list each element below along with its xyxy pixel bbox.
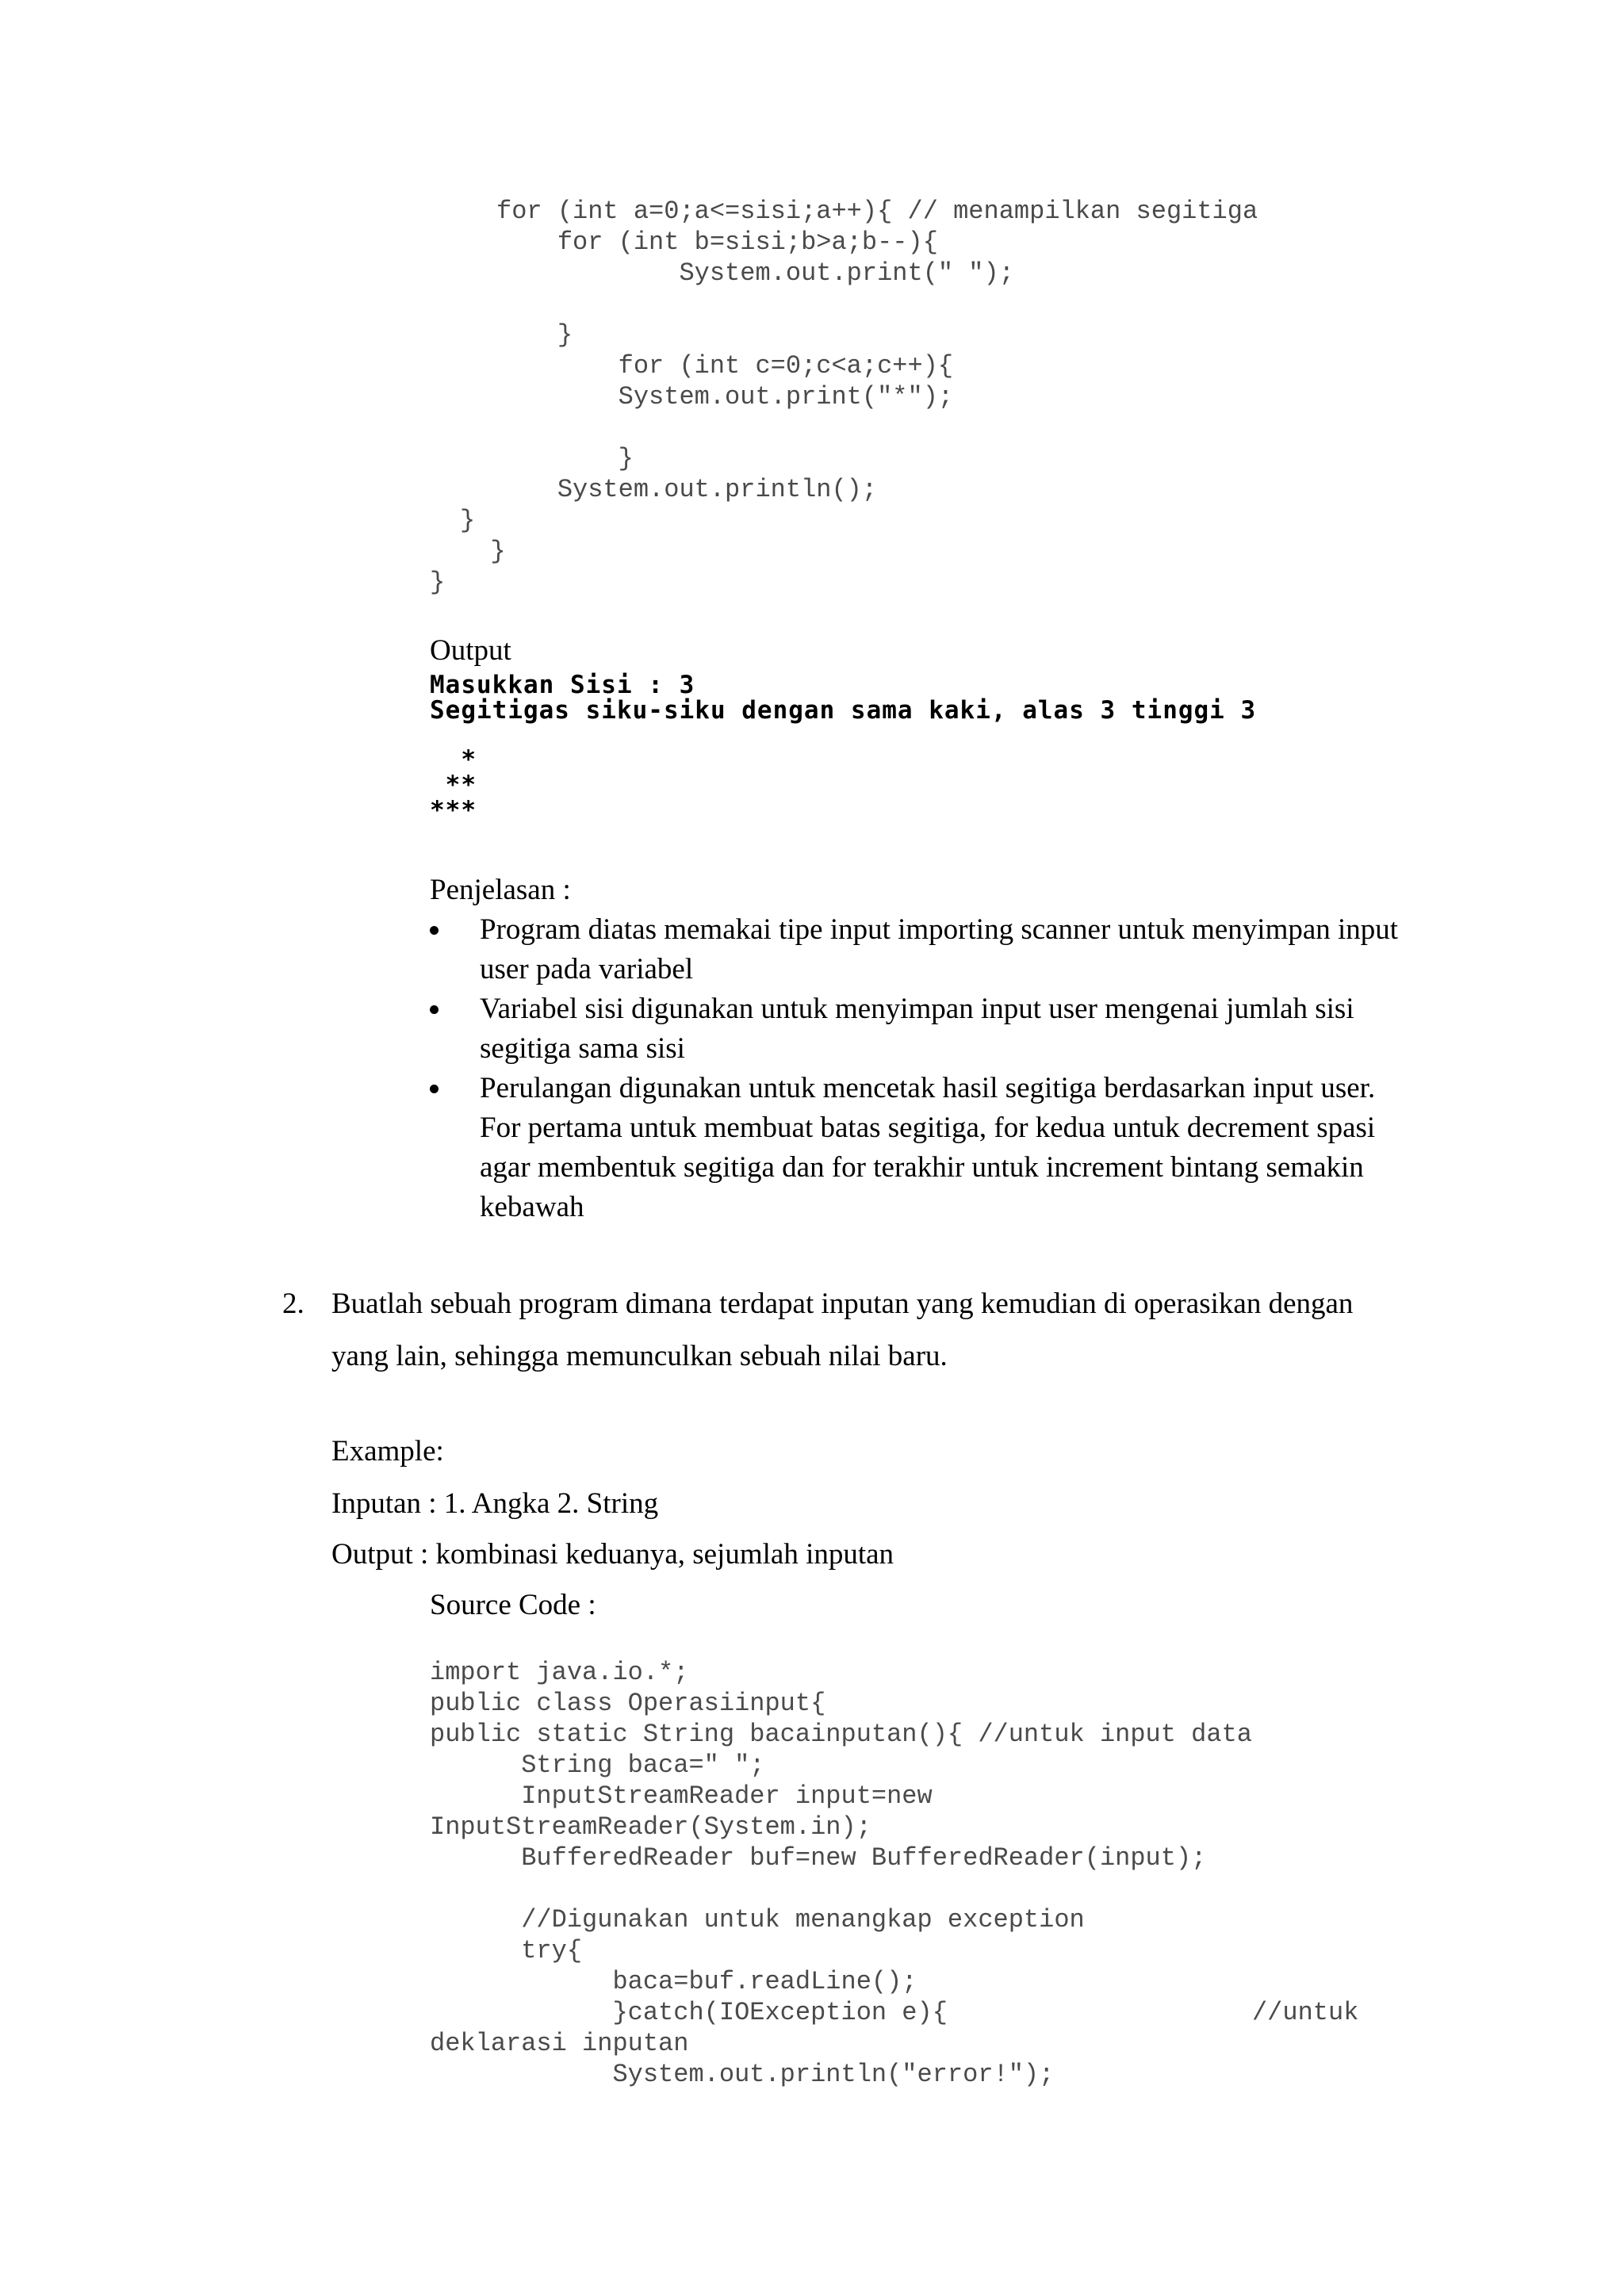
code-line: } <box>460 537 506 566</box>
code-line: System.out.println(); <box>496 475 878 504</box>
console-line: Segitigas siku-siku dengan sama kaki, alas 3 tinggi 3 <box>430 696 1257 725</box>
task-number: 2. <box>282 1288 304 1320</box>
explanation-label: Penjelasan : <box>430 874 571 906</box>
output-line: Output : kombinasi keduanya, sejumlah inputan <box>331 1538 894 1571</box>
code-line: } <box>496 444 634 473</box>
code-line: //Digunakan untuk menangkap exception <box>430 1905 1085 1934</box>
code-line: try{ <box>430 1936 583 1965</box>
console-line: *** <box>430 796 477 825</box>
code-line: public class Operasiinput{ <box>430 1689 826 1718</box>
code-line: }catch(IOException e){ //untuk <box>430 1998 1359 2027</box>
code-line: deklarasi inputan <box>430 2029 689 2058</box>
code-line: } <box>430 568 446 597</box>
code-line: BufferedReader buf=new BufferedReader(input); <box>430 1843 1207 1873</box>
code-line: InputStreamReader(System.in); <box>430 1812 871 1842</box>
code-block-top-final-brace <box>430 567 445 598</box>
console-output <box>430 672 1256 723</box>
inputan-line: Inputan : 1. Angka 2. String <box>331 1487 659 1520</box>
console-triangle <box>430 747 477 823</box>
code-line: } <box>460 506 476 535</box>
code-line: System.out.print("*"); <box>496 382 954 411</box>
code-block-top-closing <box>460 505 506 567</box>
output-label: Output <box>430 634 511 667</box>
code-line: baca=buf.readLine(); <box>430 1967 917 1996</box>
bullet-icon <box>430 926 439 935</box>
code-line: for (int a=0;a<=sisi;a++){ // menampilkan segitiga <box>496 197 1258 226</box>
code-line: public static String bacainputan(){ //untuk input data <box>430 1720 1252 1749</box>
code-line: for (int c=0;c<a;c++){ <box>496 351 954 381</box>
bullet-icon <box>430 1005 439 1014</box>
code-line: System.out.println("error!"); <box>430 2060 1055 2089</box>
code-line: InputStreamReader input=new <box>430 1781 933 1811</box>
bullet-icon <box>430 1085 439 1093</box>
console-line: Masukkan Sisi : 3 <box>430 671 695 699</box>
source-code-label: Source Code : <box>430 1589 596 1621</box>
list-item: Perulangan digunakan untuk mencetak hasil segitiga berdasarkan input user. For pertama untuk membuat batas segitiga, for kedua untuk decrement spasi agar membentuk segitiga dan for terakhir untuk increment bintang semakin kebawah <box>428 1069 1459 1227</box>
code-line: for (int b=sisi;b>a;b--){ <box>496 228 938 257</box>
console-line: ** <box>430 771 477 799</box>
list-item: Variabel sisi digunakan untuk menyimpan input user mengenai jumlah sisi segitiga sama sisi <box>428 989 1459 1069</box>
code-block-top <box>496 196 1258 505</box>
example-label: Example: <box>331 1435 444 1468</box>
list-item: Program diatas memakai tipe input importing scanner untuk menyimpan input user pada variabel <box>428 910 1459 989</box>
code-line: } <box>496 320 573 350</box>
explanation-list <box>428 910 1459 1227</box>
task-text: Buatlah sebuah program dimana terdapat inputan yang kemudian di operasikan dengan yang lain, sehingga memunculkan sebuah nilai baru. <box>331 1288 1354 1372</box>
code-line: System.out.print(" "); <box>496 258 1014 288</box>
code-line: String baca=" "; <box>430 1751 765 1780</box>
console-line: * <box>430 745 477 774</box>
code-block-bottom <box>430 1657 1358 2090</box>
code-line: import java.io.*; <box>430 1658 689 1687</box>
